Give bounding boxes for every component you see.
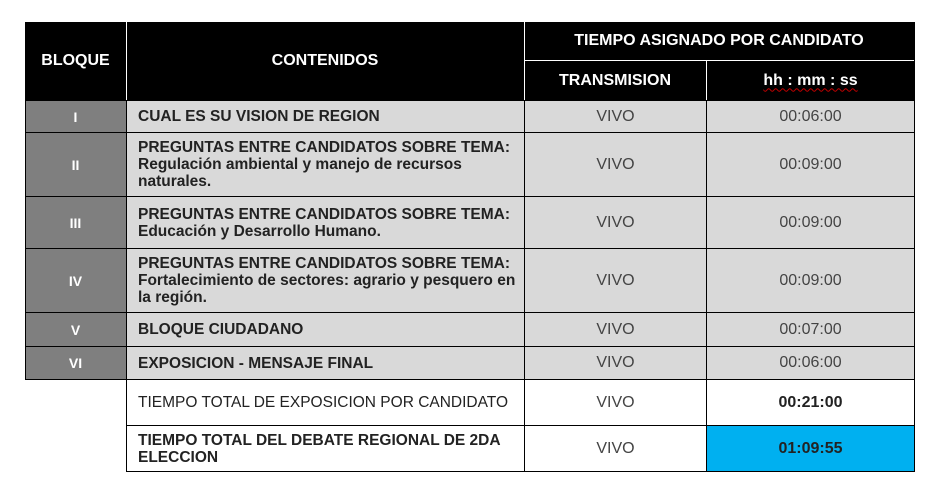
tiempo-cell: 00:06:00	[707, 347, 914, 379]
grid-line	[126, 471, 915, 472]
contenido-cell: EXPOSICION - MENSAJE FINAL	[127, 347, 524, 379]
contenido-cell: BLOQUE CIUDADANO	[127, 313, 524, 346]
header-formato-label: hh : mm : ss	[763, 71, 858, 89]
bloque-cell: I	[25, 101, 126, 132]
tiempo-cell: 00:09:00	[707, 197, 914, 248]
tiempo-cell: 00:09:00	[707, 249, 914, 312]
header-bloque: BLOQUE	[25, 22, 126, 100]
total-exposicion-label: TIEMPO TOTAL DE EXPOSICION POR CANDIDATO	[127, 380, 524, 425]
header-divider	[126, 22, 127, 100]
contenido-cell: CUAL ES SU VISION DE REGION	[127, 101, 524, 132]
grid-line	[25, 248, 914, 249]
total-exposicion-tiempo: 00:21:00	[707, 380, 914, 425]
total-debate-tiempo: 01:09:55	[707, 426, 914, 471]
transmision-cell: VIVO	[525, 133, 706, 196]
header-divider	[524, 60, 914, 61]
tiempo-cell: 00:06:00	[707, 101, 914, 132]
transmision-cell: VIVO	[525, 347, 706, 379]
header-contenidos: CONTENIDOS	[126, 22, 524, 100]
grid-line	[126, 100, 127, 472]
total-debate-label: TIEMPO TOTAL DEL DEBATE REGIONAL DE 2DA ELECCION	[127, 426, 524, 471]
grid-line	[25, 100, 26, 380]
total-exposicion-transmision: VIVO	[525, 380, 706, 425]
contenido-cell: PREGUNTAS ENTRE CANDIDATOS SOBRE TEMA: Fortalecimiento de sectores: agrario y pesquero en la región.	[127, 249, 524, 312]
header-divider	[524, 22, 525, 100]
grid-line	[25, 379, 914, 380]
grid-line	[524, 100, 525, 472]
contenido-cell: PREGUNTAS ENTRE CANDIDATOS SOBRE TEMA: Educación y Desarrollo Humano.	[127, 197, 524, 248]
header-divider	[706, 60, 707, 100]
transmision-cell: VIVO	[525, 249, 706, 312]
grid-line	[25, 132, 914, 133]
transmision-cell: VIVO	[525, 313, 706, 346]
total-debate-transmision: VIVO	[525, 426, 706, 471]
bloque-cell: III	[25, 197, 126, 248]
tiempo-cell: 00:07:00	[707, 313, 914, 346]
header-tiempo-asignado: TIEMPO ASIGNADO POR CANDIDATO	[524, 22, 914, 60]
header-formato	[707, 61, 914, 100]
tiempo-cell: 00:09:00	[707, 133, 914, 196]
bloque-cell: V	[25, 313, 126, 346]
header-transmision: TRANSMISION	[524, 61, 706, 100]
grid-line	[706, 100, 707, 472]
grid-line	[25, 100, 914, 101]
transmision-cell: VIVO	[525, 101, 706, 132]
bloque-cell: VI	[25, 347, 126, 379]
grid-line	[914, 22, 915, 472]
grid-line	[126, 425, 914, 426]
grid-line	[25, 312, 914, 313]
grid-line	[25, 346, 914, 347]
bloque-cell: IV	[25, 249, 126, 312]
contenido-cell: PREGUNTAS ENTRE CANDIDATOS SOBRE TEMA: Regulación ambiental y manejo de recursos naturales.	[127, 133, 524, 196]
grid-line	[25, 196, 914, 197]
bloque-cell: II	[25, 133, 126, 196]
transmision-cell: VIVO	[525, 197, 706, 248]
